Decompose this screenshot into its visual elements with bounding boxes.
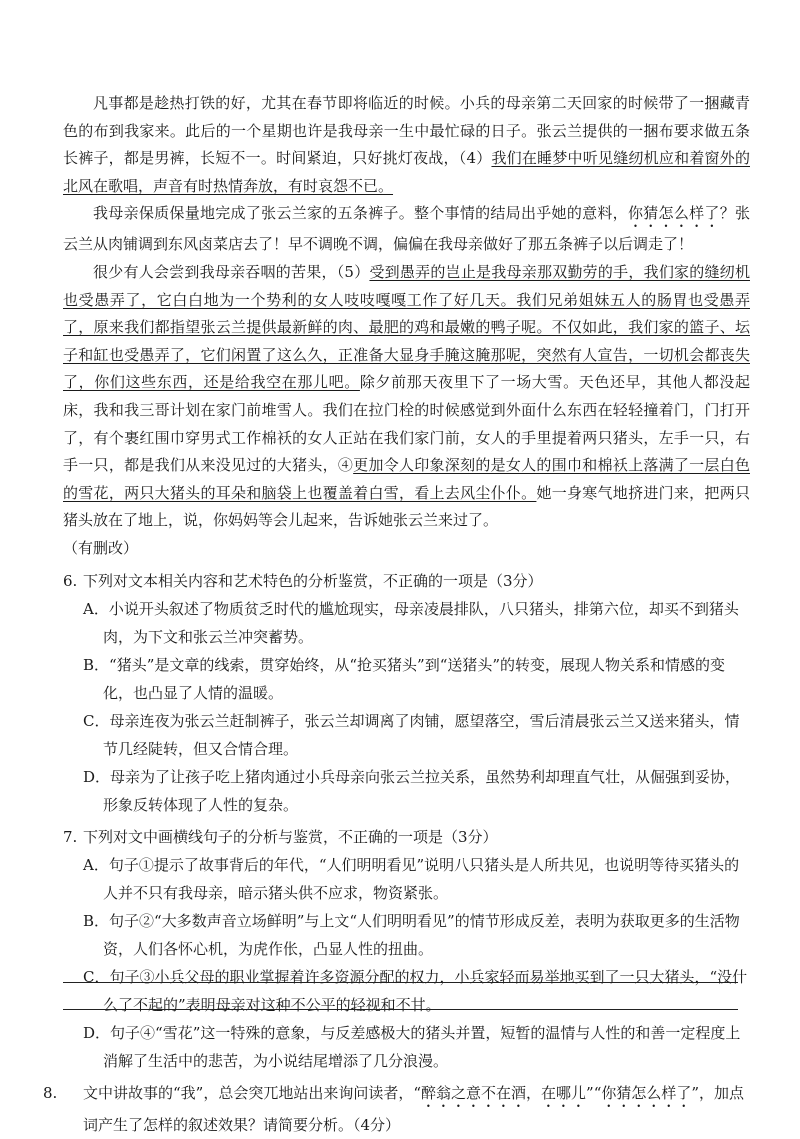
question-text: ”“ [586, 1083, 602, 1102]
option-c: C．母亲连夜为张云兰赶制裤子，张云兰却调离了肉铺，愿望落空，雪后清晨张云兰又送来猪头，情节几经陡转，但又合情合理。 [83, 711, 740, 758]
answer-line-2[interactable] [63, 1009, 738, 1010]
option-b: B．“猪头”是文章的线索，贯穿始终，从“抢买猪头”到“送猪头”的转变，展现人物关系和情感的变化，也凸显了人情的温暖。 [83, 655, 726, 702]
paragraph-text: 除夕前那天夜里下了一场大雪。天色还早，其他人都没起床，我和我三哥计划在家门前堆雪人。我们在拉门栓的时候感觉到外面什么东西在轻轻撞着门，门打开了，有个裹红围巾穿男式工作棉袄的女人正站在我们家门前，女人的手里提着两只猪头，左手一只，右手一只，都是我们从来没见过的大猪头，④ [63, 373, 750, 475]
option-a: A．句子①提示了故事背后的年代，“人们明明看见”说明八只猪头是人所共见，也说明等待买猪头的人并不只有我母亲，暗示猪头供不应求，物资紧张。 [83, 855, 740, 902]
question-number: 7. [63, 827, 78, 846]
option-d: D．句子④“雪花”这一特殊的意象，与反差感极大的猪头并置，短暂的温情与人性的和善一定程度上消解了生活中的悲苦，为小说结尾增添了几分浪漫。 [83, 1023, 741, 1070]
question-number: 6. [63, 571, 78, 590]
option-c: C．句子③小兵父母的职业掌握着许多资源分配的权力，小兵家轻而易举地买到了一只大猪头，“没什么了不起的”表明母亲对这种不公平的轻视和不甘。 [83, 967, 748, 1014]
underlined-sentence-4: 我们在睡梦中听见缝纫机应和着窗外的北风在歌唱，声音有时热情奔放，有时哀怨不已。 [63, 149, 750, 195]
question-text: ”，加点词产生了怎样的叙述效果？请简要分析。（4分） [83, 1083, 745, 1134]
paragraph-text: ？张云兰从肉铺调到东风卤菜店去了！早不调晚不调，偏偏在我母亲做好了那五条裤子以后调走了！ [63, 204, 750, 254]
passage-paragraph-3 [63, 259, 750, 535]
paragraph-text: 很少有人会尝到我母亲吞咽的苦果，（5） [93, 262, 370, 281]
option-b: B．句子②“大多数声音立场鲜明”与上文“人们明明看见”的情节形成反差，表明为获取更多的生活物资，人们各怀心机，为虎作伥，凸显人性的扭曲。 [83, 911, 740, 958]
passage-paragraph-2 [63, 200, 750, 259]
question-8 [43, 1079, 750, 1139]
question-text: 下列对文本相关内容和艺术特色的分析鉴赏，不正确的一项是（3分） [83, 571, 543, 590]
underlined-sentence-circle-4: 更加令人印象深刻的是女人的围巾和棉袄上落满了一层白色的雪花，两只大猪头的耳朵和脑袋上也覆盖着白雪，看上去风尘仆仆。 [63, 456, 750, 502]
option-d: D．母亲为了让孩子吃上猪肉通过小兵母亲向张云兰拉关系，虽然势利却理直气壮，从倔强到妥协，形象反转体现了人性的复杂。 [83, 767, 741, 814]
question-stem [63, 823, 750, 851]
dotted-phrase: 醉翁之意不在酒，在哪儿 [421, 1083, 587, 1102]
source-note: （有删改） [63, 538, 139, 557]
paragraph-text: 我母亲保质保量地完成了张云兰家的五条裤子。整个事情的结局出乎她的意料， [93, 204, 628, 223]
paragraph-text: 凡事都是趁热打铁的好，尤其在春节即将临近的时候。小兵的母亲第二天回家的时候带了一捆藏青色的布到我家来。此后的一个星期也许是我母亲一生中最忙碌的日子。张云兰提供的一捆布要求做五条长裤子，都是男裤，长短不一。时间紧迫，只好挑灯夜战，（4） [63, 94, 750, 168]
question-6 [63, 567, 750, 819]
dotted-phrase: 你猜怎么样了 [627, 204, 720, 223]
underlined-sentence-5: 受到愚弄的岂止是我母亲那双勤劳的手，我们家的缝纫机也受愚弄了，它白白地为一个势利的女人吱吱嘎嘎工作了好几天。我们兄弟姐妹五人的肠胃也受愚弄了，原来我们都指望张云兰提供最新鲜的肉、最肥的鸡和最嫩的鸭子呢。不仅如此，我们家的篮子、坛子和缸也受愚弄了，它们闲置了这么久，正准备大显身手腌这腌那呢，突然有人宣告，一切机会都丧失了，你们这些东西，还是给我空在那儿吧。 [63, 262, 750, 392]
answer-line-1[interactable] [63, 982, 738, 983]
reading-passage [63, 90, 750, 563]
paragraph-text: 她一身寒气地挤进门来，把两只猪头放在了地上，说，你妈妈等会儿起来，告诉她张云兰来过了。 [63, 483, 750, 530]
option-a: A．小说开头叙述了物质贫乏时代的尴尬现实，母亲凌晨排队，八只猪头，排第六位，却买不到猪头肉，为下文和张云兰冲突蓄势。 [83, 599, 739, 646]
question-stem [63, 567, 750, 595]
question-text: 文中讲故事的“我”，总会突兀地站出来询问读者，“ [83, 1083, 422, 1102]
question-7 [63, 823, 750, 1075]
question-stem [43, 1079, 750, 1139]
question-text: 下列对文中画横线句子的分析与鉴赏，不正确的一项是（3分） [83, 827, 498, 846]
dotted-phrase: 你猜怎么样了 [601, 1083, 692, 1102]
passage-paragraph-1 [63, 90, 750, 200]
question-number: 8. [43, 1083, 58, 1102]
